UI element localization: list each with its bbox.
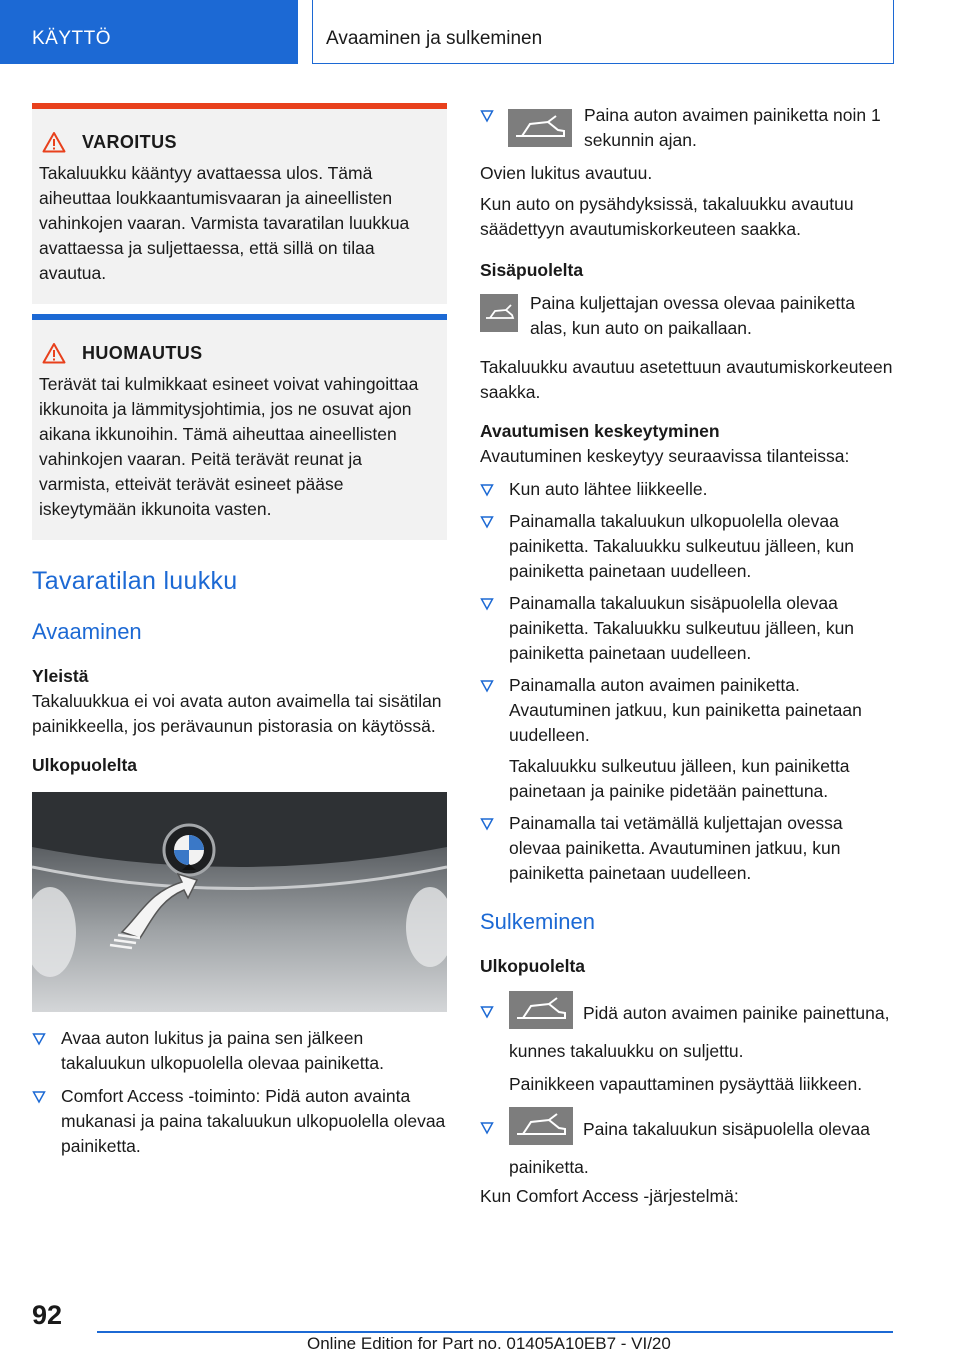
header-chapter-label: Avaaminen ja sulkeminen	[326, 28, 543, 49]
bullet-text: Painamalla takaluukun sisäpuolella olevaa painiketta. Takaluukku sulkeutuu jälleen, kun painiketta painetaan uudelleen.	[509, 593, 855, 663]
general-title: Yleistä	[32, 666, 89, 686]
bullet-text: Paina auton avaimen painiketta noin 1 sekunnin ajan.	[584, 105, 881, 150]
list-item	[480, 477, 896, 502]
interrupt-text: Avautuminen keskeytyy seuraavissa tilanteissa:	[480, 446, 850, 466]
list-item	[32, 1084, 447, 1159]
header-section-tab	[0, 0, 298, 64]
triangle-bullet-icon	[480, 1005, 494, 1019]
bullet-extra-text: Takaluukku sulkeutuu jälleen, kun painiketta painetaan ja painike pidetään painettuna.	[509, 756, 850, 801]
page-number: 92	[32, 1300, 63, 1330]
inside-text: Paina kuljettajan ovessa olevaa painiketta alas, kun auto on paikallaan.	[530, 293, 855, 338]
footer-divider	[97, 1331, 893, 1333]
header-chapter-tab	[312, 0, 894, 64]
tailgate-button-illustration	[32, 792, 447, 1012]
triangle-bullet-icon	[480, 515, 494, 529]
list-item	[480, 591, 896, 666]
closing-heading: Sulkeminen	[480, 909, 595, 934]
warning-triangle-icon	[42, 131, 66, 153]
bullet-text: Avaa auton lukitus ja paina sen jälkeen takaluukun ulkopuolella olevaa painiketta.	[61, 1028, 385, 1073]
tailgate-key-icon	[509, 1107, 573, 1145]
bullet-text: Painamalla auton avaimen painiketta. Avautuminen jatkuu, kun painiketta painetaan uudelleen.	[509, 675, 862, 745]
triangle-bullet-icon	[32, 1032, 46, 1046]
inside-instruction	[480, 291, 896, 341]
paragraph: Ovien lukitus avautuu.	[480, 163, 653, 183]
list-item	[480, 991, 896, 1097]
tailgate-photo-icon	[32, 792, 447, 1012]
triangle-bullet-icon	[32, 1090, 46, 1104]
triangle-bullet-icon	[480, 817, 494, 831]
subsection-heading: Avaaminen	[32, 619, 142, 644]
triangle-bullet-icon	[480, 109, 494, 123]
header-section-label: KÄYTTÖ	[32, 28, 112, 49]
door-button-icon	[480, 294, 518, 332]
bullet-text: Kun auto lähtee liikkeelle.	[509, 479, 708, 499]
triangle-bullet-icon	[480, 679, 494, 693]
tailgate-key-icon	[508, 109, 572, 147]
list-item	[480, 811, 896, 886]
triangle-bullet-icon	[480, 1121, 494, 1135]
warning-text: Takaluukku kääntyy avattaessa ulos. Tämä aiheuttaa loukkaantumisvaaran ja aineellisten vahinkojen vaaran. Varmista tavaratilan luukkua avattaessa ja suljettaessa, että sillä on tilaa avautua.	[39, 163, 410, 283]
closing-bullet-text: Paina takaluukun sisäpuolella olevaa painiketta.	[509, 1119, 871, 1177]
outside-title: Ulkopuolelta	[32, 755, 138, 775]
note-text: Terävät tai kulmikkaat esineet voivat vahingoittaa ikkunoita ja lämmitysjohtimia, jos ne osuvat ajon aikana ikkunoihin. Tämä aiheuttaa aineellisten vahinkojen vaaran. Peitä terävät reunat ja varmista, etteivät terävät esineet pääse iskeytymään ikkunoita vasten.	[39, 374, 419, 519]
section-heading: Tavaratilan luukku	[32, 567, 238, 595]
bullet-text: Painamalla takaluukun ulkopuolella olevaa painiketta. Takaluukku sulkeutuu jälleen, kun painiketta painetaan uudelleen.	[509, 511, 855, 581]
right-column	[480, 103, 896, 1209]
footer-edition: Online Edition for Part no. 01405A10EB7 - VI/20	[307, 1334, 671, 1353]
comfort-access-text: Kun Comfort Access -järjestelmä:	[480, 1186, 739, 1206]
bullet-text	[509, 991, 896, 1061]
left-column	[32, 103, 447, 1159]
closing-outside-title: Ulkopuolelta	[480, 956, 586, 976]
list-item	[480, 1107, 896, 1177]
list-item	[480, 673, 896, 804]
warning-title: VAROITUS	[82, 132, 177, 152]
warning-box	[32, 103, 447, 304]
bullet-extra-text: Painikkeen vapauttaminen pysäyttää liikkeen.	[509, 1074, 863, 1094]
general-text: Takaluukkua ei voi avata auton avaimella tai sisätilan painikkeella, jos perävaunun pistorasia on käytössä.	[32, 691, 442, 736]
inside-title: Sisäpuolelta	[480, 260, 584, 280]
notice-triangle-icon	[42, 342, 66, 364]
note-box	[32, 314, 447, 540]
bullet-text	[509, 1107, 896, 1177]
triangle-bullet-icon	[480, 483, 494, 497]
closing-bullet-text: Pidä auton avaimen painike painettuna, kunnes takaluukku on suljettu.	[509, 1003, 890, 1061]
bullet-text: Comfort Access -toiminto: Pidä auton avainta mukanasi ja paina takaluukun ulkopuolella olevaa painiketta.	[61, 1086, 446, 1156]
paragraph: Takaluukku avautuu asetettuun avautumiskorkeuteen saakka.	[480, 357, 893, 402]
bullet-text: Painamalla tai vetämällä kuljettajan ovessa olevaa painiketta. Avautuminen jatkuu, kun painiketta painetaan uudelleen.	[509, 813, 843, 883]
paragraph: Kun auto on pysähdyksissä, takaluukku avautuu säädettyyn avautumiskorkeuteen saakka.	[480, 194, 854, 239]
note-title: HUOMAUTUS	[82, 343, 203, 363]
triangle-bullet-icon	[480, 597, 494, 611]
tailgate-key-icon	[509, 991, 573, 1029]
list-item	[32, 1026, 447, 1076]
interrupt-title: Avautumisen keskeytyminen	[480, 421, 720, 441]
list-item	[480, 509, 896, 584]
list-item	[480, 103, 896, 155]
